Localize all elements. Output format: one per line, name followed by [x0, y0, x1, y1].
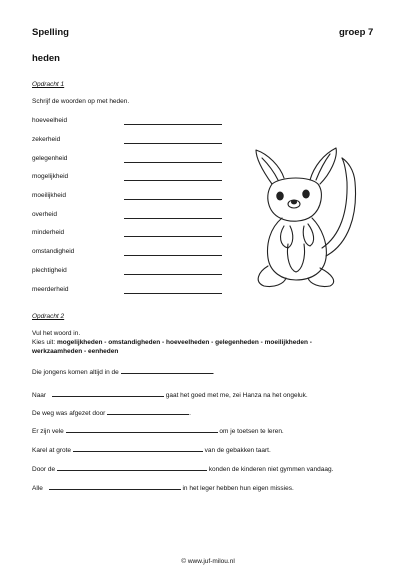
word-item: zekerheid — [32, 136, 61, 143]
answer-line[interactable] — [124, 180, 222, 181]
sentence-before: Die jongens komen altijd in de — [32, 369, 119, 376]
sentence-after: konden de kinderen niet gymmen vandaag. — [208, 466, 334, 473]
body-outline — [268, 218, 327, 280]
pouch — [287, 244, 304, 272]
tail-outline — [322, 158, 347, 248]
sentence-before: Naar — [32, 392, 47, 399]
grade-label: groep 7 — [339, 27, 374, 38]
sentence-5 — [32, 445, 271, 455]
right-eye — [303, 190, 309, 198]
choices-list-1: mogelijkheden - omstandigheden - hoeveelheden - gelegenheden - moeilijkheden - — [56, 339, 312, 346]
sentence-before: Karel at grote — [32, 447, 72, 454]
sentence-before: Door de — [32, 466, 56, 473]
right-ear — [310, 148, 336, 184]
sentence-before: De weg was afgezet door — [32, 410, 106, 417]
right-arm — [303, 224, 313, 246]
word-item: hoeveelheid — [32, 117, 68, 124]
nose — [292, 200, 297, 204]
fill-in-blank[interactable] — [49, 483, 181, 490]
answer-line[interactable] — [124, 143, 222, 144]
answer-line[interactable] — [124, 293, 222, 294]
word-item: overheid — [32, 211, 57, 218]
answer-line[interactable] — [124, 162, 222, 163]
sentence-after: in het leger hebben hun eigen missies. — [182, 485, 294, 492]
sentence-before: Er zijn vele — [32, 428, 64, 435]
sentence-after: . — [212, 369, 215, 376]
fill-in-blank[interactable] — [107, 408, 189, 415]
word-item: minderheid — [32, 229, 65, 236]
word-item: mogelijkheid — [32, 173, 69, 180]
left-arm — [281, 226, 293, 248]
page-title: heden — [32, 53, 60, 64]
answer-line[interactable] — [124, 255, 222, 256]
fill-in-blank[interactable] — [121, 367, 213, 374]
sentence-2 — [32, 390, 308, 400]
fill-in-blank[interactable] — [73, 445, 203, 452]
choices-line-1 — [32, 339, 312, 347]
fill-in-blank[interactable] — [57, 464, 207, 471]
answer-line[interactable] — [124, 124, 222, 125]
answer-line[interactable] — [124, 199, 222, 200]
choose-label: Kies uit: — [32, 339, 56, 346]
word-item: plechtigheid — [32, 267, 67, 274]
sentence-3 — [32, 408, 191, 418]
word-item: meerderheid — [32, 286, 69, 293]
sentence-after: van de gebakken taart. — [204, 447, 271, 454]
kangaroo-illustration — [240, 140, 370, 290]
word-item: moeilijkheid — [32, 192, 66, 199]
left-ear-inner — [262, 158, 278, 180]
sentence-1 — [32, 367, 214, 377]
subject-title: Spelling — [32, 27, 69, 38]
opdracht2-heading: Opdracht 2 — [32, 313, 65, 320]
sentence-4 — [32, 426, 284, 436]
left-eye — [277, 192, 283, 200]
sentence-before: Alle — [32, 485, 43, 492]
word-item: gelegenheid — [32, 155, 68, 162]
answer-line[interactable] — [124, 274, 222, 275]
opdracht1-instruction: Schrijf de woorden op met heden. — [32, 98, 130, 105]
fill-in-blank[interactable] — [66, 426, 218, 433]
sentence-after: gaat het goed met me, zei Hanza na het ongeluk. — [165, 392, 308, 399]
choices-list-2: werkzaamheden - eenheden — [32, 348, 119, 355]
sentence-7 — [32, 483, 294, 493]
sentence-6 — [32, 464, 333, 474]
word-item: omstandigheid — [32, 248, 75, 255]
footer-copyright: © www.juf-milou.nl — [181, 558, 235, 565]
sentence-after: om je toetsen te leren. — [219, 428, 284, 435]
fill-in-blank[interactable] — [52, 390, 164, 397]
opdracht2-instruction: Vul het woord in. — [32, 330, 81, 337]
answer-line[interactable] — [124, 236, 222, 237]
opdracht1-heading: Opdracht 1 — [32, 81, 65, 88]
sentence-after: . — [189, 410, 191, 417]
answer-line[interactable] — [124, 218, 222, 219]
